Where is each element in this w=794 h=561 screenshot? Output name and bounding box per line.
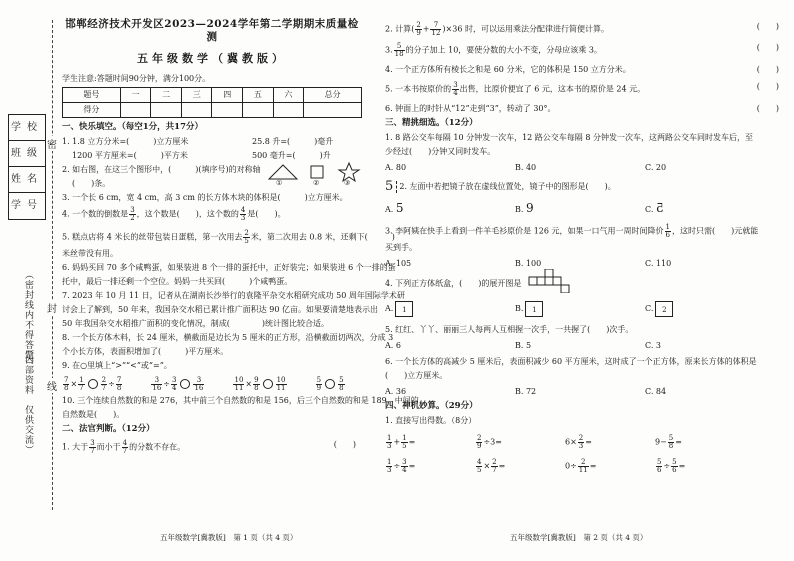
- question-5c: 米丝带没有用。: [62, 248, 118, 258]
- answer-paren[interactable]: ( ): [333, 440, 356, 450]
- calc-item: 9− $\frac{5}{8}$ =: [655, 433, 682, 450]
- choice-6b: ( )立方厘米。: [385, 370, 448, 380]
- j3b-text: 的分子加上 10，要使分数的大小不变，分母应该乘 3。: [405, 45, 602, 55]
- q4a-text: 4. 一个数的倒数是: [62, 209, 129, 219]
- fraction: $\frac{3}{2}$: [130, 205, 135, 222]
- calc-item: 6× $\frac{2}{3}$ =: [565, 433, 592, 450]
- score-table: [62, 87, 362, 118]
- fraction: $\frac{4}{3}$: [240, 205, 246, 222]
- score-head: 一: [120, 88, 151, 103]
- question-6a: 6. 妈妈买回 70 多个咸鸭蛋，如果装进 8 个一排的蛋托中，正好装完；如果装进 6 个一排的蛋: [62, 262, 396, 272]
- field-number: 学号: [11, 200, 43, 211]
- question-4: [62, 207, 362, 222]
- choice-3-options: [385, 259, 785, 269]
- score-head: 四: [212, 88, 243, 103]
- option[interactable]: A. 6: [385, 340, 401, 350]
- field-name: 姓名: [9, 167, 45, 193]
- j3a-text: 3.: [385, 45, 393, 55]
- q1b-text: 25.8 升=( )毫升: [252, 136, 334, 146]
- option[interactable]: [385, 301, 515, 317]
- q2-text: 2. 如右图，在这三个图形中，( )(填序号)的对称轴: [62, 164, 261, 174]
- fraction: $\frac{3}{16}$: [152, 375, 162, 392]
- question-7b: 讨会上了解到，50 年来，我国杂交水稻已累计推广面积达 90 亿亩。如果要清楚地表示出: [62, 304, 378, 314]
- c3b-text: ，这时只需( )元就能: [672, 226, 759, 236]
- c4-text: 4. 下列正方体纸盒，( )的展开图是: [385, 278, 522, 288]
- choice-4: [385, 279, 785, 289]
- section-2-title: 二、法官判断。（12分）: [62, 423, 155, 434]
- question-5: [62, 228, 395, 245]
- field-class: 班级: [9, 141, 45, 167]
- option[interactable]: B. 40: [515, 162, 537, 172]
- calc-row-1: [385, 435, 785, 450]
- fraction: $\frac{3}{16}$: [194, 375, 204, 392]
- q5a-text: 5. 糕点店将 4 米长的丝带包装日蛋糕，第一次用去: [62, 232, 243, 242]
- fraction: $\frac{9}{8}$: [254, 375, 259, 392]
- judge-3: [385, 43, 785, 58]
- judge-4: [385, 65, 785, 75]
- q2b-text: ( )条。: [72, 178, 111, 188]
- exam-note: 学生注意:答题时间90分钟，满分100分。: [62, 74, 211, 83]
- j2b-text: ×36 时，可以运用乘法分配律进行简便计算。: [445, 24, 609, 34]
- q1c-text: 1200 平方厘米=( )平方米: [72, 150, 188, 160]
- cube-box-icon: 1: [395, 301, 413, 317]
- net-cell: [561, 285, 569, 293]
- net-cell: [545, 277, 553, 285]
- calc-item: $\frac{5}{6}$ ÷ $\frac{5}{6}$ =: [657, 457, 686, 474]
- digit-5-figure: 5: [385, 178, 394, 194]
- net-cell: [529, 277, 537, 285]
- fraction: $\frac{2}{7}$: [101, 375, 107, 392]
- question-8b: 个小长方体，表面积增加了( )平方厘米。: [62, 346, 229, 356]
- score-head: 五: [243, 88, 274, 103]
- exam-title: 邯郸经济技术开发区2023—2024学年第二学期期末质量检测: [65, 18, 359, 44]
- seal-char-3: 线: [47, 378, 57, 393]
- calc-item: $\frac{1}{3}$ + $\frac{1}{5}$ =: [387, 433, 416, 450]
- fraction: $\frac{3}{7}$: [90, 439, 95, 456]
- option-label: A.: [385, 303, 394, 313]
- q4b-text: ，这个数是( )，这个数的: [136, 209, 239, 219]
- fraction: $\frac{1}{6}$: [665, 222, 670, 239]
- j5a-text: 5. 一本书按原价的: [385, 84, 452, 94]
- fraction: $\frac{1}{7}$: [79, 375, 84, 392]
- score-header-row: [63, 88, 362, 103]
- compare-circle[interactable]: [180, 379, 190, 389]
- choice-1b: 少经过( )分钟又同时发车。: [385, 146, 496, 156]
- option[interactable]: [385, 201, 515, 216]
- j1c-text: 的分数不存在。: [129, 442, 186, 452]
- choice-1-options: [385, 163, 785, 173]
- score-cell[interactable]: [304, 103, 362, 118]
- score-row-label: 得分: [63, 103, 121, 118]
- q1d-text: 500 毫升=( )升: [252, 150, 331, 160]
- choice-2: [385, 179, 785, 195]
- question-1a: [62, 137, 362, 147]
- fraction: $\frac{7}{8}$: [64, 375, 69, 392]
- net-cell: [545, 269, 553, 277]
- option[interactable]: A. 105: [385, 258, 412, 268]
- option[interactable]: [645, 301, 675, 317]
- option[interactable]: A. 80: [385, 162, 407, 172]
- score-head: 总分: [304, 88, 362, 103]
- square-shape: [311, 166, 323, 178]
- shape-label-3: ③: [344, 178, 351, 187]
- q1a-text: 1. 1.8 立方分米=( )立方厘米: [62, 136, 189, 146]
- j2a-text: 2. 计算: [385, 24, 412, 34]
- internal-note: （内部资料 仅供交流）: [23, 345, 33, 455]
- option-label: A.: [385, 204, 394, 214]
- calc-item: 0÷ $\frac{2}{11}$ =: [565, 457, 597, 474]
- cube-box-icon: 1: [525, 301, 543, 317]
- q4c-text: 是( )。: [247, 209, 286, 219]
- c3a-text: 3. 李阿姨在快手上看到一件羊毛衫原价是 126 元，如果一口气用一周时间降价: [385, 226, 664, 236]
- exam-subtitle: 五年级数学（冀教版）: [137, 52, 287, 66]
- j5b-text: 出售，比原价便宜了 6 元，这本书的原价是 24 元。: [459, 84, 646, 94]
- j4-text: 4. 一个正方体所有棱长之和是 60 分米，它的体积是 150 立方分米。: [385, 65, 631, 74]
- question-8a: 8. 一个长方体木料，长 24 厘米，横截面是边长为 5 厘米的正方形，沿横截面切两次，分成 3: [62, 332, 394, 342]
- question-10b: 自然数是( )。: [62, 409, 125, 419]
- j6-text: 6. 钟面上的时针从“12”走到“3”，转动了 30°。: [385, 104, 556, 113]
- fraction: $\frac{3}{4}$: [453, 81, 458, 97]
- question-7a: 7. 2023 年 10 月 11 日，记者从在湖南长沙举行的袁隆平杂交水稻研究成功 50 周年国际学术研: [62, 290, 405, 300]
- answer-paren[interactable]: ( ): [756, 82, 779, 91]
- score-cell[interactable]: [273, 103, 304, 118]
- choice-4-options: [385, 301, 785, 317]
- option[interactable]: [515, 201, 645, 216]
- choice-3c: 买到手。: [385, 242, 417, 252]
- fraction: $\frac{5}{8}$: [339, 375, 344, 392]
- net-cell: [553, 277, 561, 285]
- score-cell[interactable]: [212, 103, 243, 118]
- choice-5-options: [385, 341, 785, 351]
- option[interactable]: [645, 201, 664, 216]
- question-9: 9. 在○里填上“>”“<”或“=”。: [62, 360, 172, 370]
- mirror-figure-c: 5: [655, 200, 664, 215]
- fraction: $\frac{4}{7}$: [122, 439, 128, 456]
- score-head: 题号: [63, 88, 121, 103]
- score-cell[interactable]: [243, 103, 274, 118]
- score-cell[interactable]: [120, 103, 151, 118]
- footer-page-1: 五年级数学[冀教版] 第 1 页（共 4 页）: [160, 533, 298, 542]
- question-2: [62, 165, 362, 175]
- option-label: C.: [645, 204, 654, 214]
- choice-6-options: [385, 387, 785, 397]
- question-10a: 10. 三个连续自然数的和是 276，其中前三个自然数的和是 156，后三个自然数的和是 189，中间的: [62, 395, 419, 405]
- fraction: $\frac{7}{12}$: [431, 21, 441, 37]
- page-2: [385, 18, 785, 474]
- cube-box-icon: 2: [655, 301, 673, 317]
- option[interactable]: B. 5: [515, 340, 532, 350]
- option-label: B.: [515, 303, 524, 313]
- question-3: 3. 一个长 6 cm，宽 4 cm，高 3 cm 的长方体木块的体积是( )立方厘米。: [62, 192, 348, 202]
- mirror-figure-b: 9: [525, 200, 534, 215]
- compare-row: $\frac{7}{8}$ × $\frac{1}{7}$ $\frac{2}{7}$ ÷ $\frac{7}{8}$ $\frac{3}{16}$ ÷ $\frac{3}{4}$ $\frac{3}{16}$ $\frac{10}{11}$ × $\frac{9}{8}$ $\frac{10}{11}$ $\frac{5}{9}$ $\frac{5}{8}$: [64, 375, 344, 392]
- question-7c: 50 年我国杂交水稻推广面积的变化情况，制成( )统计图比较合适。: [62, 318, 329, 328]
- compare-circle[interactable]: [88, 379, 98, 389]
- judge-6: [385, 104, 785, 114]
- calc-1-title: 1. 直接写出得数。（8分）: [385, 415, 477, 425]
- section-1-title: 一、快乐填空。（每空1分，共17分）: [62, 122, 203, 132]
- option-label: C.: [645, 303, 654, 313]
- fraction: $\frac{10}{11}$: [276, 375, 286, 392]
- score-head: 二: [151, 88, 182, 103]
- fraction: $\frac{7}{8}$: [116, 375, 122, 392]
- option-label: B.: [515, 204, 524, 214]
- footer-page-2: 五年级数学[冀教版] 第 2 页（共 4 页）: [510, 533, 648, 542]
- seal-char-1: 密: [47, 136, 57, 151]
- option[interactable]: C. 110: [645, 258, 672, 268]
- q5b-text: 米，第二次用去 0.8 米，还剩下( ): [250, 232, 395, 242]
- shape-label-2: ②: [313, 178, 320, 187]
- option[interactable]: A. 36: [385, 386, 407, 396]
- score-row: [63, 103, 362, 118]
- shape-label-1: ①: [276, 178, 283, 187]
- fraction: $\frac{2}{9}$: [416, 21, 421, 37]
- cube-net: [525, 269, 585, 293]
- section-4-title: 四、神机妙算。（29分）: [385, 400, 478, 411]
- fraction: $\frac{3}{4}$: [172, 375, 177, 392]
- judge-2: 2. 计算( $\frac{2}{9}$ + $\frac{7}{12}$ )×36 时，可以运用乘法分配律进行简便计算。 ( ): [385, 21, 779, 37]
- question-2b: [62, 179, 362, 189]
- score-head: 六: [273, 88, 304, 103]
- choice-2-options: [385, 201, 785, 216]
- j1a-text: 1. 大于: [62, 442, 89, 452]
- option[interactable]: C. 20: [645, 162, 667, 172]
- binding-strip: [8, 110, 48, 490]
- answer-paren[interactable]: ( ): [756, 65, 779, 74]
- field-school: 学校: [9, 115, 45, 141]
- no-answer-note: （密封线内不得答题）: [23, 270, 33, 370]
- net-cell: [537, 277, 545, 285]
- choice-3: [385, 224, 785, 239]
- question-1b: [62, 151, 362, 161]
- fraction: $\frac{5}{18}$: [394, 42, 404, 58]
- calc-item: $\frac{1}{3}$ ÷ $\frac{3}{4}$ =: [387, 457, 416, 474]
- option[interactable]: B. 100: [515, 258, 542, 268]
- calc-item: $\frac{2}{9}$ ÷3=: [477, 433, 502, 450]
- calc-row-2: [385, 459, 785, 474]
- student-info-box: [8, 114, 46, 220]
- seal-char-2: 封: [47, 300, 57, 315]
- choice-6a: 6. 一个长方体的高减少 5 厘米后，表面积减少 60 平方厘米，这时成了一个正方体，原来长方体的体积是: [385, 356, 757, 366]
- question-6b: 托中，最后一排还剩一个空位。妈妈一共买回( )个咸鸭蛋。: [62, 276, 293, 286]
- choice-5: 5. 红红、丫丫、丽丽三人每两人互相握一次手，一共握了( )次手。: [385, 324, 634, 334]
- judge-5: [385, 82, 785, 97]
- fraction: $\frac{10}{11}$: [234, 375, 244, 392]
- seal-line: [52, 20, 53, 510]
- c2-text: 2. 左面中若把镜子放在虚线位置处，镜子中的图形是( )。: [399, 181, 616, 191]
- answer-paren[interactable]: ( ): [756, 104, 779, 113]
- j1b-text: 而小于: [96, 442, 121, 452]
- triangle-shape: [269, 165, 297, 179]
- compare-circle[interactable]: [325, 379, 335, 389]
- answer-paren[interactable]: ( ): [756, 22, 779, 31]
- score-cell[interactable]: [151, 103, 182, 118]
- section-3-title: 三、精挑细选。（12分）: [385, 118, 478, 128]
- choice-1a: 1. 8 路公交车每隔 10 分钟发一次车，12 路公交车每隔 8 分钟发一次车，这两路公交车同时发车后，至: [385, 132, 753, 142]
- compare-circle[interactable]: [263, 379, 273, 389]
- fraction: $\frac{2}{5}$: [244, 228, 249, 245]
- answer-paren[interactable]: ( ): [756, 43, 779, 52]
- calc-item: $\frac{4}{5}$ × $\frac{2}{7}$ =: [477, 457, 506, 474]
- fraction: $\frac{5}{9}$: [316, 375, 322, 392]
- option[interactable]: C. 84: [645, 386, 667, 396]
- option[interactable]: B. 72: [515, 386, 537, 396]
- judge-1: [62, 440, 362, 455]
- score-cell[interactable]: [181, 103, 212, 118]
- mirror-dashed-line: [396, 181, 397, 193]
- option[interactable]: C. 3: [645, 340, 662, 350]
- score-head: 三: [181, 88, 212, 103]
- mirror-figure-a: 5: [395, 200, 404, 215]
- option[interactable]: [515, 301, 645, 317]
